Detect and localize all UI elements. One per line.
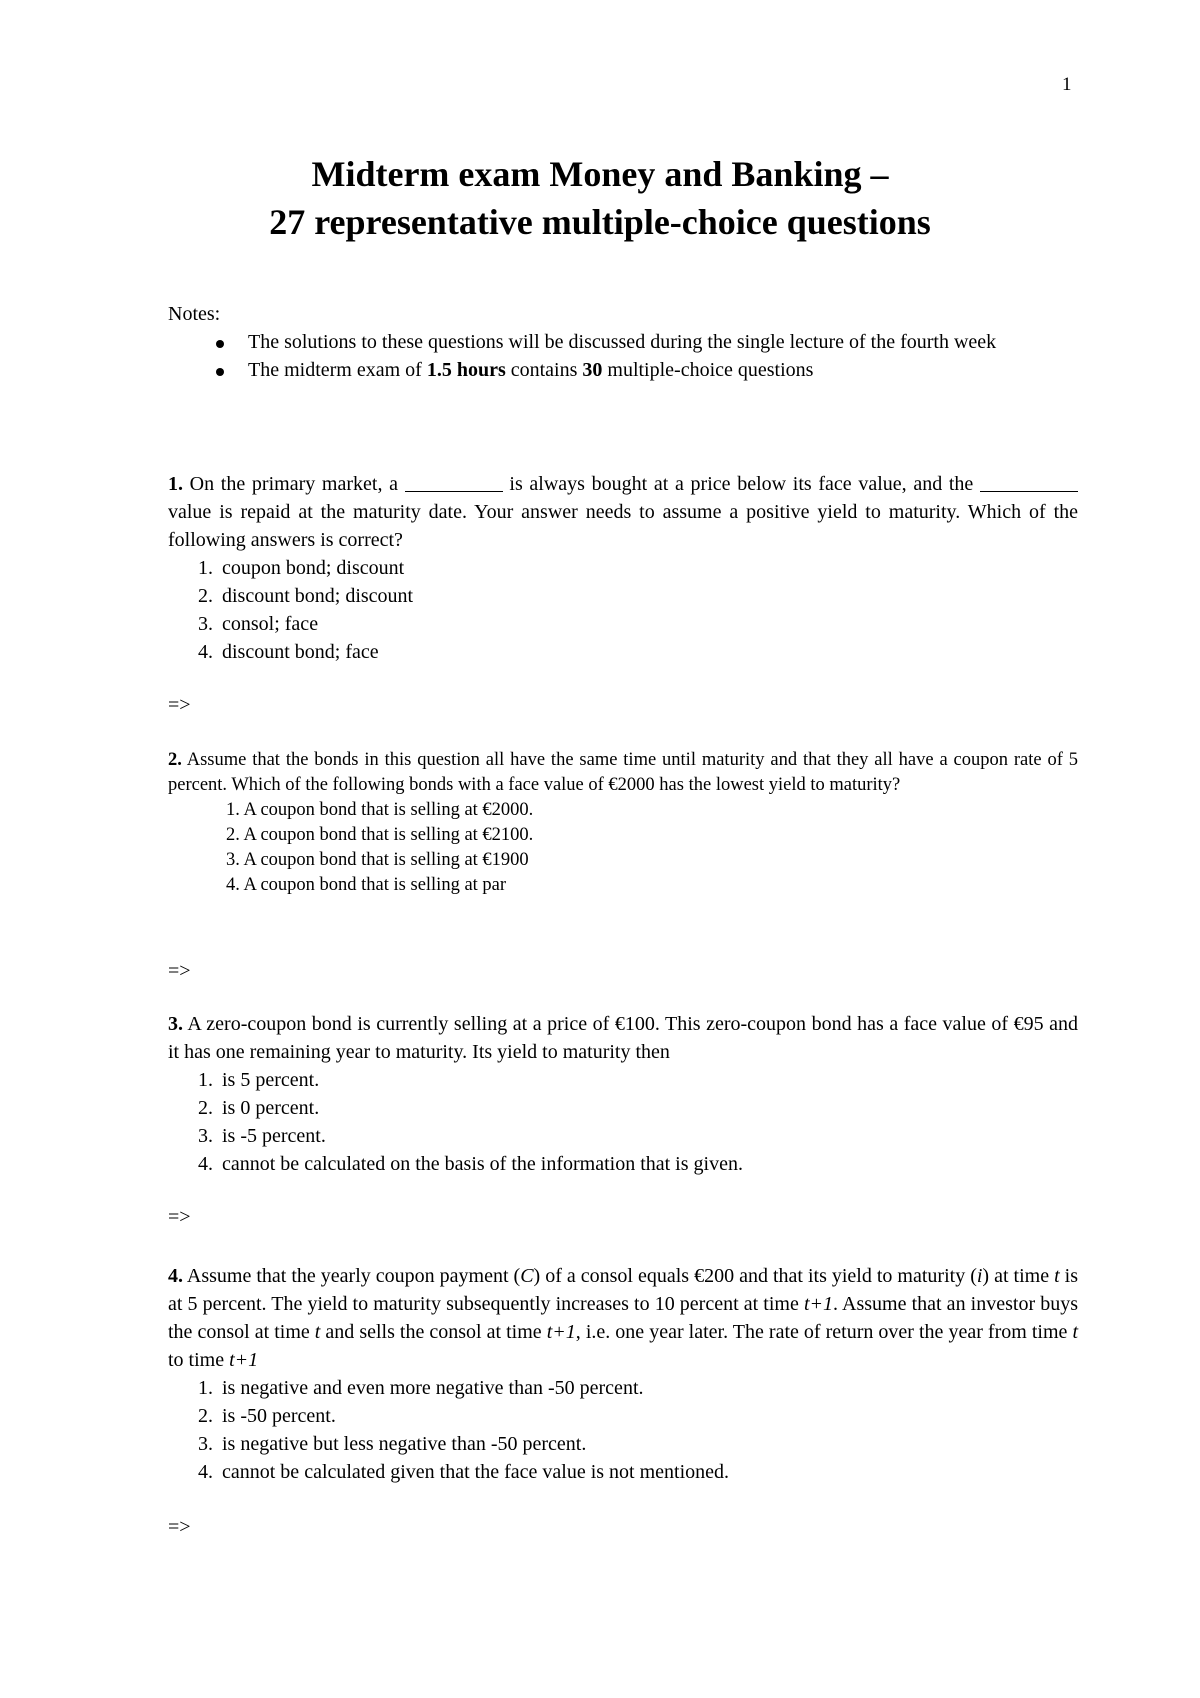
question-text bbox=[168, 470, 1078, 554]
option-list bbox=[168, 554, 1078, 666]
note-emphasis: 30 bbox=[582, 359, 603, 381]
option-text: is negative and even more negative than -50 percent. bbox=[222, 1377, 644, 1399]
math-var: t+1 bbox=[546, 1321, 576, 1343]
math-var: t bbox=[1072, 1321, 1078, 1343]
math-var: t+1 bbox=[229, 1349, 259, 1371]
question-number: 4. bbox=[168, 1265, 183, 1287]
question-text-part: and sells the consol at time bbox=[320, 1321, 547, 1343]
note-text: The midterm exam of bbox=[248, 359, 427, 381]
option-item bbox=[168, 1458, 1078, 1486]
option-item bbox=[168, 823, 1078, 848]
question-text-part: value is repaid at the maturity date. Your answer needs to assume a positive yield to maturity. Which of the following answers is correct? bbox=[168, 501, 1078, 551]
option-item bbox=[168, 1430, 1078, 1458]
math-var: t bbox=[314, 1321, 321, 1343]
option-number: 1. bbox=[198, 1377, 213, 1399]
title-line-1: Midterm exam Money and Banking – bbox=[311, 154, 889, 194]
note-emphasis: 1.5 hours bbox=[426, 359, 506, 381]
question-text bbox=[168, 1262, 1078, 1374]
answer-arrow: => bbox=[168, 960, 191, 982]
question-number: 1. bbox=[168, 473, 183, 495]
option-text: is negative but less negative than -50 percent. bbox=[222, 1433, 587, 1455]
option-number: 2. bbox=[198, 1097, 213, 1119]
question-text-part: Assume that the yearly coupon payment ( bbox=[183, 1265, 521, 1287]
option-number: 3. bbox=[198, 613, 213, 635]
option-item bbox=[168, 1094, 1078, 1122]
option-item bbox=[168, 582, 1078, 610]
option-item bbox=[168, 1122, 1078, 1150]
question-2 bbox=[168, 748, 1078, 898]
option-number: 2. bbox=[198, 1405, 213, 1427]
option-number: 2. bbox=[226, 825, 240, 845]
question-text-part: Assume that the bonds in this question all have the same time until maturity and that they all have a coupon rate of 5 percent. Which of the following bonds with a face value of €2000 has the lowest yield to maturity? bbox=[168, 750, 1078, 795]
option-item bbox=[168, 610, 1078, 638]
question-text bbox=[168, 1010, 1078, 1066]
option-text: discount bond; face bbox=[222, 641, 379, 663]
option-item bbox=[168, 554, 1078, 582]
option-text: cannot be calculated on the basis of the information that is given. bbox=[222, 1153, 743, 1175]
question-4 bbox=[168, 1262, 1078, 1486]
option-text: is -50 percent. bbox=[222, 1405, 336, 1427]
option-number: 1. bbox=[198, 557, 213, 579]
question-text-part: ) of a consol equals €200 and that its yield to maturity ( bbox=[533, 1265, 977, 1287]
title-line-2: 27 representative multiple-choice questions bbox=[269, 202, 931, 242]
question-number: 2. bbox=[168, 750, 182, 770]
option-number: 4. bbox=[198, 641, 213, 663]
option-text: is 5 percent. bbox=[222, 1069, 320, 1091]
math-var: i bbox=[976, 1265, 983, 1287]
option-number: 3. bbox=[198, 1433, 213, 1455]
math-var: t+1 bbox=[803, 1293, 834, 1315]
option-text: A coupon bond that is selling at par bbox=[243, 875, 507, 895]
question-text-part: to time bbox=[168, 1349, 230, 1371]
option-number: 1. bbox=[198, 1069, 213, 1091]
option-text: discount bond; discount bbox=[222, 585, 414, 607]
note-item bbox=[168, 328, 1088, 356]
option-list bbox=[168, 798, 1078, 898]
option-text: is 0 percent. bbox=[222, 1097, 320, 1119]
page-title bbox=[0, 150, 1200, 246]
option-item bbox=[168, 873, 1078, 898]
question-text-part: is always bought at a price below its face value, and the bbox=[502, 473, 980, 495]
option-item bbox=[168, 798, 1078, 823]
bullet-icon bbox=[216, 340, 224, 348]
option-item bbox=[168, 848, 1078, 873]
answer-blank bbox=[405, 471, 503, 492]
math-var: t bbox=[1054, 1265, 1060, 1287]
option-text: A coupon bond that is selling at €2100. bbox=[243, 825, 534, 845]
option-text: coupon bond; discount bbox=[222, 557, 405, 579]
answer-blank bbox=[980, 471, 1078, 492]
bullet-icon bbox=[216, 368, 224, 376]
option-number: 3. bbox=[226, 850, 240, 870]
note-item bbox=[168, 356, 1088, 384]
option-text: consol; face bbox=[222, 613, 319, 635]
option-item bbox=[168, 1402, 1078, 1430]
option-text: is -5 percent. bbox=[222, 1125, 326, 1147]
option-item bbox=[168, 638, 1078, 666]
question-text-part: On the primary market, a bbox=[183, 473, 405, 495]
note-text: multiple-choice questions bbox=[602, 359, 814, 381]
option-text: cannot be calculated given that the face value is not mentioned. bbox=[222, 1461, 730, 1483]
notes-heading: Notes: bbox=[168, 303, 221, 325]
option-number: 2. bbox=[198, 585, 213, 607]
option-text: A coupon bond that is selling at €1900 bbox=[243, 850, 529, 870]
notes-section bbox=[168, 300, 1088, 384]
option-item bbox=[168, 1150, 1078, 1178]
option-list bbox=[168, 1066, 1078, 1178]
option-item bbox=[168, 1066, 1078, 1094]
page-number: 1 bbox=[1062, 74, 1072, 95]
question-number: 3. bbox=[168, 1013, 183, 1035]
option-number: 4. bbox=[198, 1461, 213, 1483]
option-item bbox=[168, 1374, 1078, 1402]
option-number: 4. bbox=[198, 1153, 213, 1175]
question-text-part: . Assume that an investor buys the consol at time bbox=[168, 1293, 1078, 1343]
math-var: C bbox=[520, 1265, 534, 1287]
question-text-part: ) at time bbox=[982, 1265, 1055, 1287]
question-text-part: is at 5 percent. The yield to maturity subsequently increases to 10 percent at time bbox=[168, 1265, 1079, 1315]
note-text: The solutions to these questions will be discussed during the single lecture of the fourth week bbox=[248, 331, 997, 353]
option-list bbox=[168, 1374, 1078, 1486]
note-text: contains bbox=[505, 359, 583, 381]
answer-arrow: => bbox=[168, 1516, 191, 1538]
question-1 bbox=[168, 470, 1078, 666]
answer-arrow: => bbox=[168, 1206, 191, 1228]
option-text: A coupon bond that is selling at €2000. bbox=[243, 800, 534, 820]
question-text-part: , i.e. one year later. The rate of return over the year from time bbox=[575, 1321, 1073, 1343]
answer-arrow: => bbox=[168, 694, 191, 716]
question-text-part: A zero-coupon bond is currently selling at a price of €100. This zero-coupon bond has a face value of €95 and it has one remaining year to maturity. Its yield to maturity then bbox=[168, 1013, 1078, 1063]
question-text bbox=[168, 748, 1078, 798]
question-3 bbox=[168, 1010, 1078, 1178]
option-number: 1. bbox=[226, 800, 240, 820]
option-number: 4. bbox=[226, 875, 240, 895]
option-number: 3. bbox=[198, 1125, 213, 1147]
notes-list bbox=[168, 328, 1088, 384]
